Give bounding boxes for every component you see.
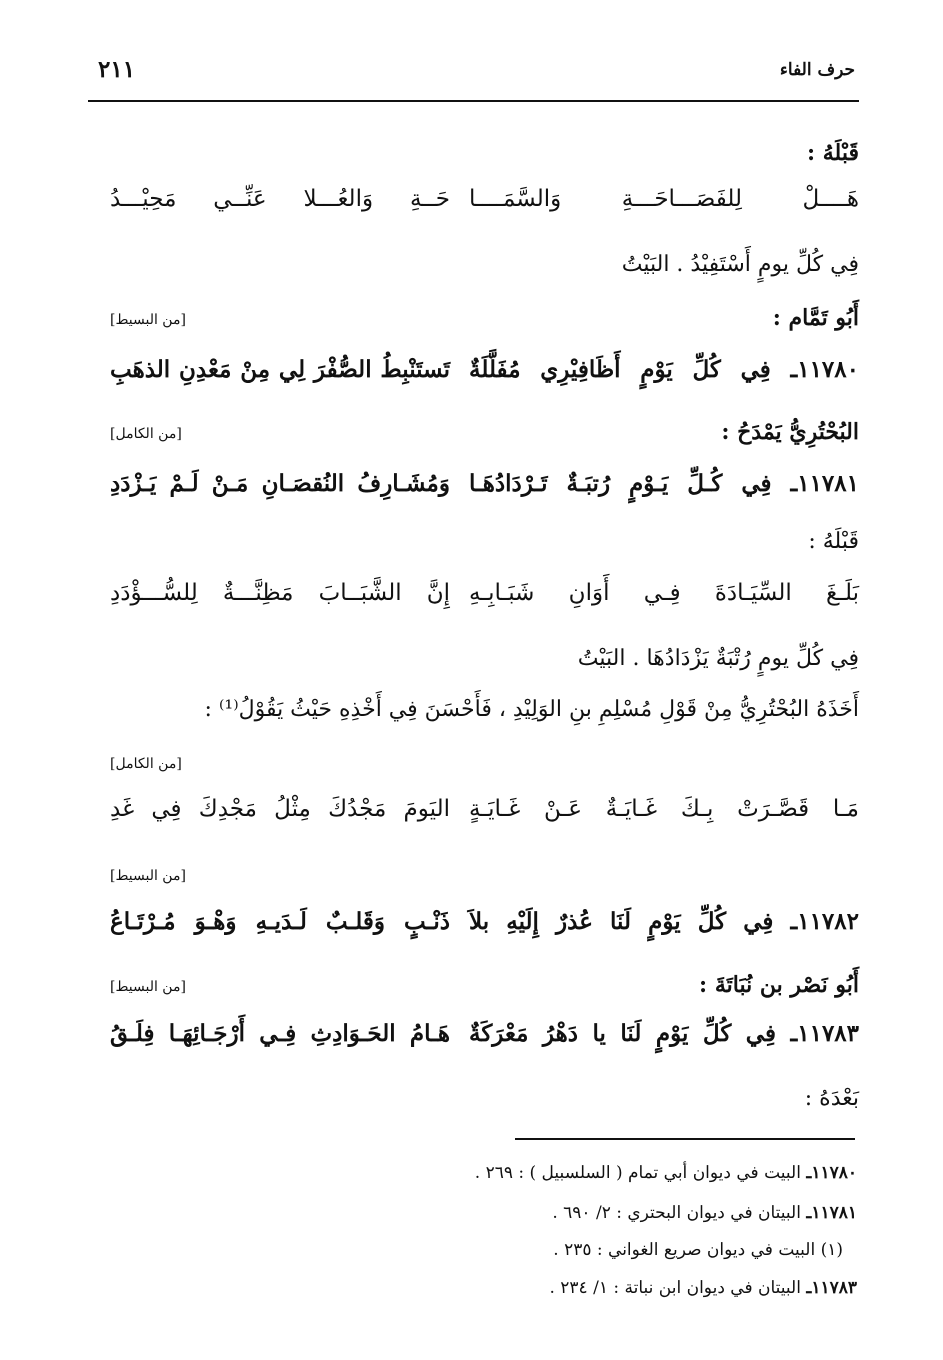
poet-line xyxy=(110,302,859,334)
footnote-number: ١١٧٨٠ـ xyxy=(806,1163,857,1183)
footnote-text: البيتان في ديوان ابن نباتة : ١/ ٢٣٤ . xyxy=(549,1278,801,1298)
verse-11781 xyxy=(110,470,859,510)
hemistich-text: فِي كُلِّ يَوْمٍ لَنَا عُذرٌ إِلَيْهِ بلاَ xyxy=(469,908,774,935)
running-header xyxy=(88,56,855,90)
verse-number: ١١٧٨٣ـ xyxy=(775,1020,860,1047)
header-rule xyxy=(88,100,859,102)
verse-second-hemistich: اليَومَ مَجْدُكَ مِثْلُ مَجْدِكَ فِي غَدِ xyxy=(110,796,450,822)
verse-first-hemistich xyxy=(469,1020,859,1047)
qablahu-text: قَبْلَهُ : xyxy=(806,140,859,166)
verse-number: ١١٧٨٢ـ xyxy=(773,908,859,935)
verse-second-hemistich: إِنَّ الشَّبَــابَ مَظِنَّـــةٌ لِلسُّـــؤْدَدِ xyxy=(110,580,450,606)
verse-second-hemistich: ذَنْـبٍ وَقَلـبٌ لَـدَيـهِ وَهْـوَ مُـرْتَـاعُ xyxy=(110,908,450,935)
prose-line xyxy=(110,694,859,726)
verse-first-hemistich: بَلَـغَ السِّيَـادَةَ فِـي أَوَانِ شَبَـابِـهِ xyxy=(469,580,859,606)
footnote xyxy=(80,1237,843,1263)
page-number: ٢١١ xyxy=(98,56,136,83)
meter-label: [من البسيط] xyxy=(110,979,186,995)
hemistich-text: فِي كُلِّ يَوْمٍ أَظَافِيْرِي مُفَلَّلَةٌ xyxy=(469,356,771,383)
meter-label: [من البسيط] xyxy=(110,312,186,328)
qablahu-label xyxy=(110,526,859,558)
footnote-rule xyxy=(515,1138,855,1140)
badahu-label xyxy=(110,1083,859,1115)
qablahu-text: قَبْلَهُ : xyxy=(808,529,859,554)
meter-label: [من البسيط] xyxy=(110,868,186,884)
footnote-text: البيت في ديوان أبي تمام ( السلسبيل ) : ٢٦٩ . xyxy=(474,1163,801,1183)
prose-line xyxy=(110,249,859,281)
verse-1 xyxy=(110,186,859,226)
prose-text: أَخَذَهُ البُحْتُرِيُّ مِنْ قَوْلِ مُسْلِمِ بنِ الوَلِيْدِ ، فَأَحْسَنَ فِي أَخْذِهِ حَيْثُ يَقُوْلُ⁽¹⁾ : xyxy=(204,697,859,722)
poet-name: البُحْتُرِيُّ يَمْدَحُ : xyxy=(721,419,859,445)
verse-11782 xyxy=(110,908,859,948)
footnote xyxy=(80,1200,857,1226)
footnote xyxy=(80,1160,857,1186)
verse-first-hemistich: مَـا قَصَّـرَتْ بِـكَ غَـايَـةٌ عَـنْ غَـايَـةٍ xyxy=(469,796,859,822)
prose-line xyxy=(110,643,859,675)
prose-text: فِي كُلِّ يومٍ أَسْتَفِيْدُ . البَيْتُ xyxy=(621,252,859,277)
chapter-title: حرف الفاء xyxy=(779,60,855,80)
verse-11783 xyxy=(110,1020,859,1060)
footnote xyxy=(80,1275,857,1301)
meter-label: [من الكامل] xyxy=(110,756,182,772)
verse-3 xyxy=(110,796,859,836)
poet-name: أَبُو تَمَّام : xyxy=(772,305,859,331)
verse-second-hemistich: تَستَنْبِطُ الصُّفْرَ لِي مِنْ مَعْدِنِ الذهَبِ xyxy=(110,356,450,383)
prose-text: فِي كُلِّ يومٍ رُتْبَةٌ يَزْدَادُهَا . البَيْتُ xyxy=(577,646,859,671)
poet-line xyxy=(110,969,859,1001)
verse-second-hemistich: وَمُشَـارِفُ النُقصَـانِ مَـنْ لَـمْ يَـزْدَدِ xyxy=(110,470,450,497)
verse-11780 xyxy=(110,356,859,396)
hemistich-text: فِي كُـلِّ يَـوْمٍ رُتبَـةٌ تَـرْدَادُهَـا xyxy=(469,470,772,497)
verse-second-hemistich: هَـامُ الحَـوَادِثِ فِـي أَرْجَـائِهَـا فِلَـقُ xyxy=(110,1020,450,1047)
footnote-text: (١) البيت في ديوان صريع الغواني : ٢٣٥ . xyxy=(553,1240,843,1260)
verse-second-hemistich: حَــةِ وَالعُـــلا عَنِّــي مَحِيْـــدُ xyxy=(110,186,450,212)
verse-number: ١١٧٨١ـ xyxy=(771,470,859,497)
meter-label: [من الكامل] xyxy=(110,426,182,442)
poet-line xyxy=(110,416,859,448)
verse-first-hemistich xyxy=(469,470,859,497)
verse-first-hemistich xyxy=(469,908,859,935)
verse-2 xyxy=(110,580,859,620)
verse-first-hemistich: هَــــلْ لِلفَصَـــاحَـــةِ وَالسَّمَــــا xyxy=(469,186,859,212)
poet-name: أَبُو نَصْر بن نُبَاتَةَ : xyxy=(699,972,859,998)
verse-number: ١١٧٨٠ـ xyxy=(770,356,859,383)
footnote-text: البيتان في ديوان البحتري : ٢/ ٦٩٠ . xyxy=(552,1203,801,1223)
hemistich-text: فِي كُلِّ يَوْمٍ لَنَا يا دَهْرُ مَعْرَكَةٌ xyxy=(469,1020,776,1047)
footnote-number: ١١٧٨٣ـ xyxy=(806,1278,857,1298)
verse-first-hemistich xyxy=(469,356,859,383)
badahu-text: بَعْدَهُ : xyxy=(804,1086,859,1111)
footnote-number: ١١٧٨١ـ xyxy=(806,1203,857,1223)
qablahu-label xyxy=(110,137,859,169)
